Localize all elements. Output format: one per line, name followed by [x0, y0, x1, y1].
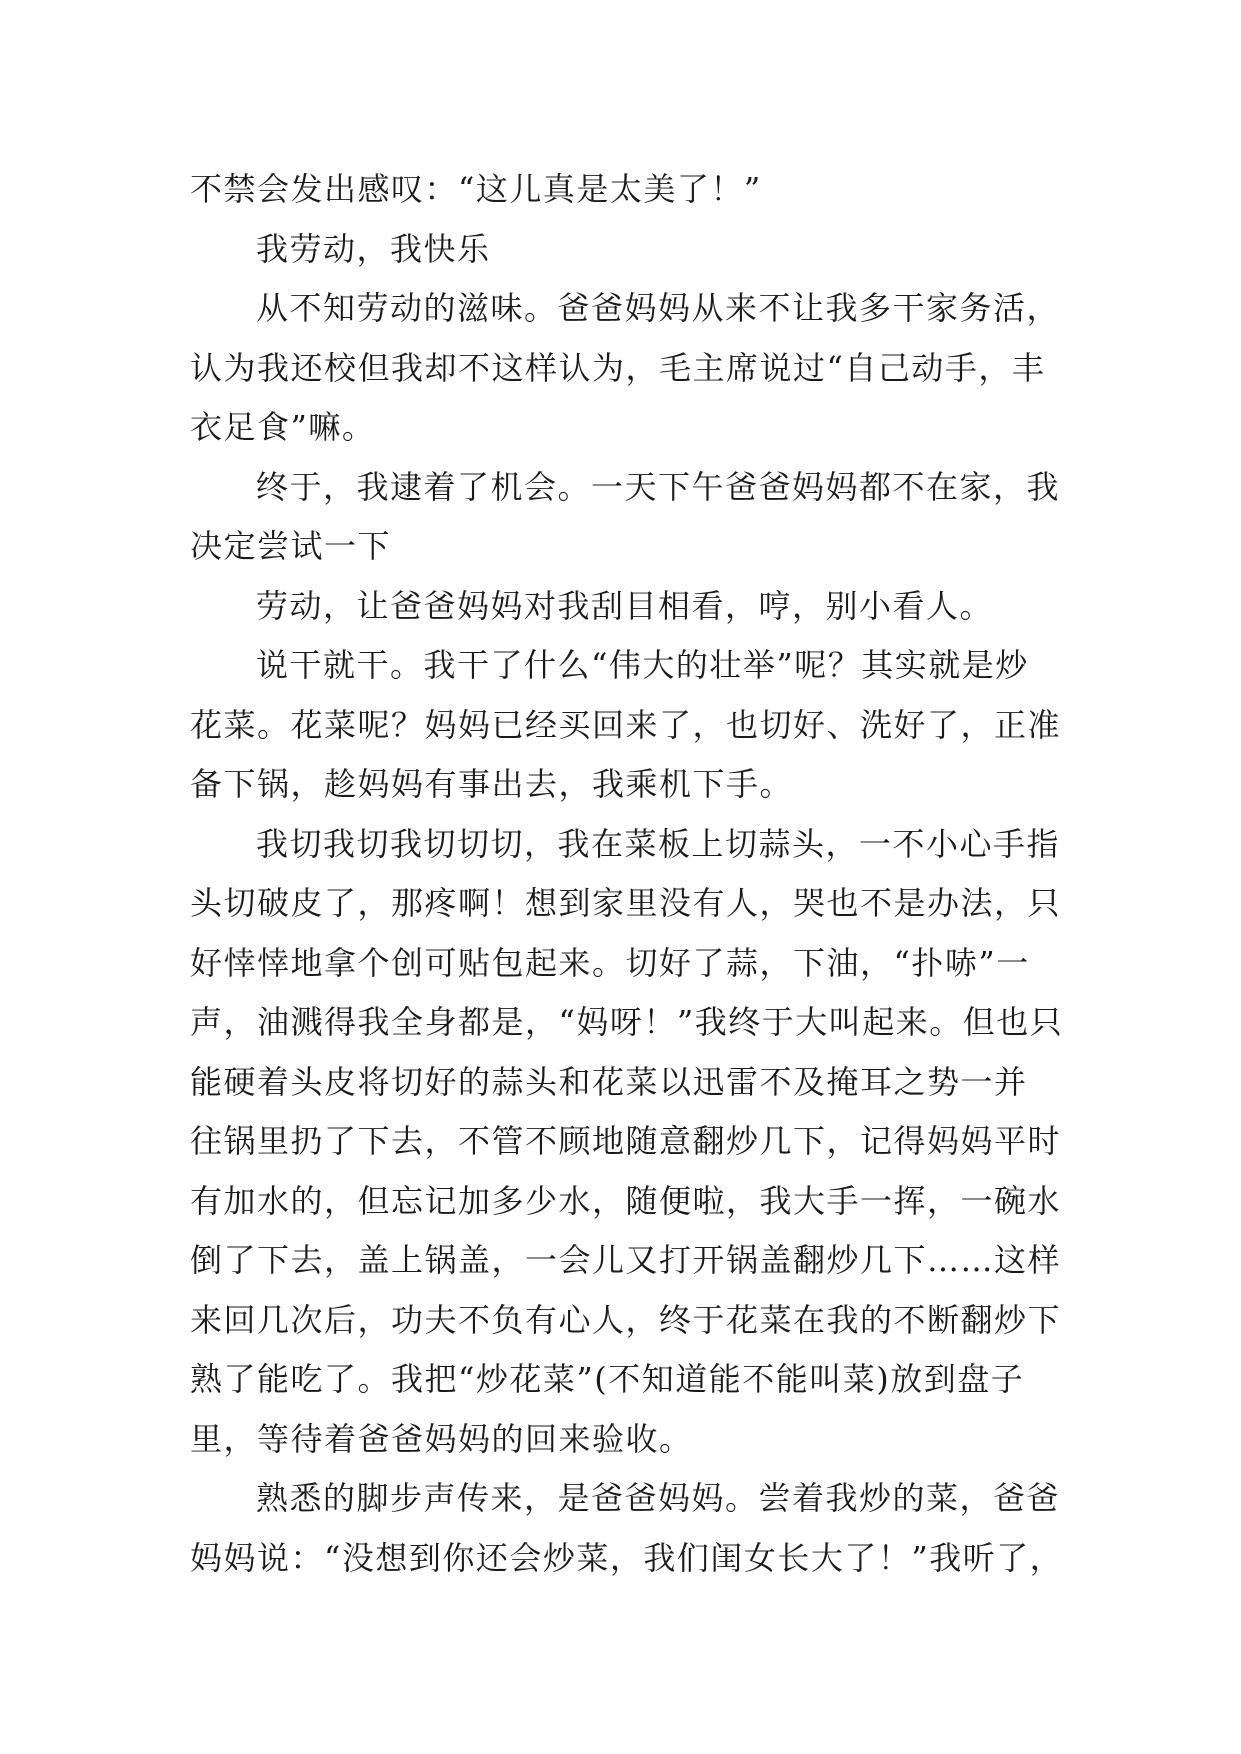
section-heading: 我劳动，我快乐 [256, 229, 491, 268]
text-line-5: 衣足食”嘛。 [190, 408, 376, 446]
text-line-15: 声，油溅得我全身都是，“妈呀！”我终于大叫起来。但也只 [190, 1003, 1064, 1041]
text-line-4: 认为我还校但我却不这样认为，毛主席说过“自己动手，丰 [190, 348, 1046, 387]
text-line-18: 有加水的，但忘记加多少水，随便啦，我大手一挥，一碗水 [190, 1181, 1062, 1220]
text-line-24: 妈妈说：“没想到你还会炒菜，我们闺女长大了！”我听了， [190, 1538, 1064, 1577]
text-line-8: 劳动，让爸爸妈妈对我刮目相看，哼，别小看人。 [256, 586, 994, 625]
text-line-14: 好悻悻地拿个创可贴包起来。切好了蒜，下油，“扑哧”一 [190, 943, 1030, 982]
text-line-19: 倒了下去，盖上锅盖，一会儿又打开锅盖翻炒几下……这样 [190, 1241, 1062, 1279]
text-line-7: 决定尝试一下 [190, 527, 392, 565]
text-line-3: 从不知劳动的滋味。爸爸妈妈从来不让我多干家务活， [256, 289, 1061, 327]
text-line-1: 不禁会发出感叹：“这儿真是太美了！” [190, 170, 762, 208]
text-line-9: 说干就干。我干了什么“伟大的壮举”呢？其实就是炒 [256, 646, 1029, 684]
text-line-17: 往锅里扔了下去，不管不顾地随意翻炒几下，记得妈妈平时 [190, 1122, 1062, 1160]
text-line-6: 终于，我逮着了机会。一天下午爸爸妈妈都不在家，我 [256, 467, 1061, 506]
text-line-23: 熟悉的脚步声传来，是爸爸妈妈。尝着我炒的菜，爸爸 [256, 1479, 1061, 1517]
text-line-12: 我切我切我切切切，我在菜板上切蒜头，一不小心手指 [256, 824, 1061, 863]
text-line-21: 熟了能吃了。我把“炒花菜”(不知道能不能叫菜)放到盘子 [190, 1360, 1025, 1398]
text-line-10: 花菜。花菜呢？妈妈已经买回来了，也切好、洗好了，正准 [190, 705, 1062, 744]
text-line-20: 来回几次后，功夫不负有心人，终于花菜在我的不断翻炒下 [190, 1300, 1062, 1339]
text-line-22: 里，等待着爸爸妈妈的回来验收。 [190, 1419, 693, 1458]
document-body [190, 160, 1070, 1588]
text-line-11: 备下锅，趁妈妈有事出去，我乘机下手。 [190, 765, 794, 803]
text-line-13: 头切破皮了，那疼啊！想到家里没有人，哭也不是办法，只 [190, 884, 1062, 922]
text-line-16: 能硬着头皮将切好的蒜头和花菜以迅雷不及掩耳之势一并 [190, 1062, 1028, 1101]
